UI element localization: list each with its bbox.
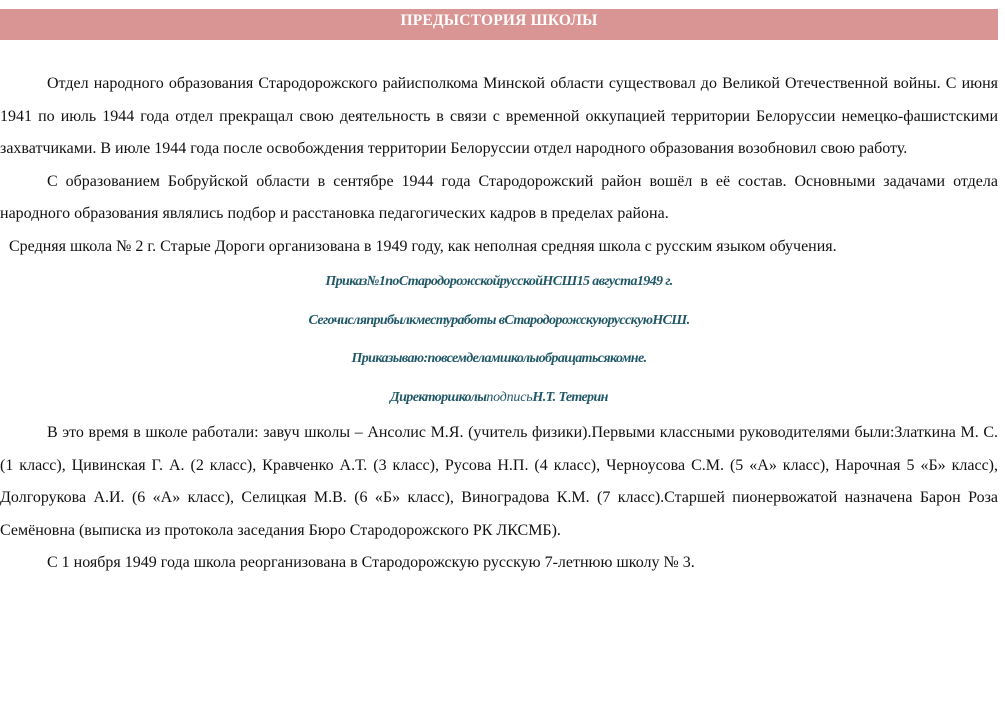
paragraph-history: Отдел народного образования Стародорожского райисполкома Минской области существовал до Великой Отечественной войны. С июня 1941 по июль 1944 года отдел прекращал свою деятельность в связи с временной оккупацией территории Белоруссии немецко-фашистскими захватчиками. В июле 1944 года после освобождения территории Белоруссии отдел народного образования возобновил свою работу. [0,75,998,157]
order-line-2: Сегочисляприбылкместуработы вСтародорожскуюрусскуюНСШ. [308,312,690,328]
order-line-3: Приказываю:повсемделамшколыобращатьсякомне. [351,351,647,366]
title-bar [0,9,998,40]
order-block [0,263,998,417]
document-body [0,68,998,580]
order-signature-word: подпись [486,389,533,405]
page-title: ПРЕДЫСТОРИЯ ШКОЛЫ [400,12,598,29]
order-line-4 [0,379,998,418]
paragraph-bobruisk-region: С образованием Бобруйской области в сентябре 1944 года Стародорожский район вошёл в её состав. Основными задачами отдела народного образования являлись подбор и расстановка педагогических кадров в пределах района. [0,172,998,222]
order-line-1: Приказ№1поСтародорожскойрусскойНСШ15 августа1949 г. [325,274,673,289]
paragraph-staff: В это время в школе работали: завуч школы – Ансолис М.Я. (учитель физики).Первыми классными руководителями были:Златкина М. С.(1 класс), Цивинская Г. А. (2 класс), Кравченко А.Т. (3 класс), Русова Н.П. (4 класс), Черноусова С.М. (5 «А» класс), Нарочная 5 «Б» класс), Долгорукова А.И. (6 «А» класс), Селицкая М.В. (6 «Б» класс), Виноградова К.М. (7 класс).Старшей пионервожатой назначена Барон Роза Семёновна (выписка из протокола заседания Бюро Стародорожского РК ЛКСМБ). [0,424,998,539]
order-director-name: Н.Т. Тетерин [532,389,608,405]
paragraph-school-founded: Средняя школа № 2 г. Старые Дороги организована в 1949 году, как неполная средняя школа с русским языком обучения. [9,237,837,255]
paragraph-reorganization: С 1 ноября 1949 года школа реорганизована в Стародорожскую русскую 7-летнюю школу № 3. [47,554,695,571]
order-director-label: Директоршколы [390,389,487,405]
